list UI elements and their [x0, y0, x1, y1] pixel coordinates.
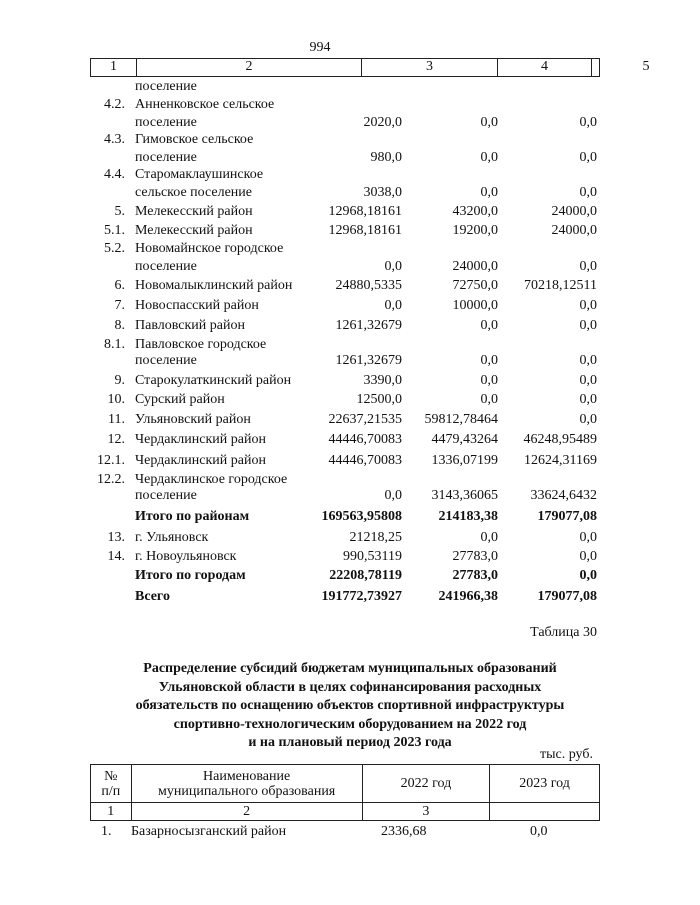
row-value-2023: 0,0: [579, 568, 597, 583]
row-value-2023: 0,0: [579, 259, 597, 274]
row-value-2022: 72750,0: [452, 278, 498, 293]
row-name: Гимовское сельское: [135, 132, 254, 147]
table1-header-col-4: 4: [497, 59, 591, 76]
row-name: Базарносызганский район: [131, 824, 287, 839]
row-num: 13.: [107, 530, 125, 545]
row-value-2021: 0,0: [384, 259, 402, 274]
table2-index-cell: 2: [131, 803, 362, 821]
row-value-2021: 990,53119: [343, 549, 402, 564]
row-name: Новомалыклинский район: [135, 278, 293, 293]
row-value-2023: 12624,31169: [524, 453, 597, 468]
header-text: муниципального образования: [157, 783, 336, 799]
row-value-2022: 0,0: [480, 392, 498, 407]
row-name: Итого по городам: [135, 568, 246, 583]
row-num: 4.2.: [104, 97, 125, 112]
row-num: 1.: [101, 824, 112, 839]
table1-header-col-3: 3: [361, 59, 497, 76]
row-value-2022: 0,0: [480, 530, 498, 545]
row-value-2021: 22637,21535: [328, 412, 402, 427]
row-value-2023: 24000,0: [551, 223, 597, 238]
row-name: Чердаклинское городское: [135, 472, 288, 487]
row-value-2022: 3143,36065: [431, 488, 498, 503]
row-value-2021: 3390,0: [363, 373, 402, 388]
table2-header-2022: 2022 год: [362, 765, 490, 803]
row-num: 11.: [108, 412, 125, 427]
row-name: Всего: [135, 589, 170, 604]
row-value-2022: 0,0: [480, 353, 498, 368]
table1-header-col-2: 2: [136, 59, 361, 76]
row-value-2022: 59812,78464: [424, 412, 498, 427]
row-name: сельское поселение: [135, 185, 252, 200]
row-value-2023: 70218,12511: [524, 278, 597, 293]
row-num: 9.: [114, 373, 125, 388]
row-value-2021: 12968,18161: [328, 204, 402, 219]
row-value-2021: 0,0: [384, 488, 402, 503]
row-value-2022: 0,0: [480, 150, 498, 165]
row-value-2023: 46248,95489: [523, 432, 597, 447]
row-value-2021: 21218,25: [349, 530, 402, 545]
row-name: Мелекесский район: [135, 223, 253, 238]
row-num: 4.4.: [104, 167, 125, 182]
row-value-2023: 179077,08: [537, 589, 597, 604]
row-value-2023: 0,0: [579, 318, 597, 333]
page-number: 994: [309, 40, 331, 55]
row-name: Старомаклаушинское: [135, 167, 264, 182]
row-value-2021: 980,0: [370, 150, 402, 165]
row-value-2022: 19200,0: [452, 223, 498, 238]
row-name: г. Ульяновск: [135, 530, 209, 545]
row-value-2021: 0,0: [384, 298, 402, 313]
header-text: п/п: [101, 783, 121, 799]
heading-line: обязательств по оснащению объектов спортивной инфраструктуры: [135, 698, 565, 713]
row-value-2023: 0,0: [579, 392, 597, 407]
row-num: 4.3.: [104, 132, 125, 147]
row-name: Новоспасский район: [135, 298, 259, 313]
row-value-2021: 12968,18161: [328, 223, 402, 238]
row-value-2021: 1261,32679: [335, 353, 402, 368]
row-value-2021: 24880,5335: [335, 278, 402, 293]
table1-header-col-1: 1: [110, 59, 117, 74]
row-num: 7.: [114, 298, 125, 313]
table2-index-cell: 1: [91, 803, 132, 821]
row-value-2021: 2020,0: [363, 115, 402, 130]
row-name: г. Новоульяновск: [135, 549, 237, 564]
row-name: поселение: [135, 150, 197, 165]
row-value-2022: 2336,68: [381, 824, 427, 839]
row-num: 14.: [107, 549, 125, 564]
row-value-2021: 44446,70083: [328, 432, 402, 447]
table2-index-cell: 3: [362, 803, 490, 821]
row-num: 10.: [107, 392, 125, 407]
row-value-2023: 0,0: [579, 115, 597, 130]
table2-index-cell: [490, 803, 600, 821]
row-value-2022: 27783,0: [452, 568, 498, 583]
row-num: 12.: [107, 432, 125, 447]
table1-header: [90, 58, 650, 77]
row-value-2021: 191772,73927: [321, 589, 402, 604]
row-name: Мелекесский район: [135, 204, 253, 219]
table1-header-col-5: 5: [591, 59, 700, 76]
row-name: Анненковское сельское: [135, 97, 275, 112]
heading-line: спортивно-технологическим оборудованием на 2022 год: [173, 716, 527, 732]
row-value-2023: 0,0: [579, 353, 597, 368]
header-text: Наименование: [203, 768, 291, 784]
row-value-2022: 214183,38: [438, 509, 498, 524]
row-value-2023: 0,0: [530, 824, 548, 839]
row-name: поселение: [135, 353, 197, 368]
row-name: поселение: [135, 79, 197, 94]
row-value-2023: 0,0: [579, 549, 597, 564]
table-heading: [95, 660, 605, 753]
row-value-2023: 0,0: [579, 185, 597, 200]
row-name: Итого по районам: [135, 509, 250, 524]
table2-header-2023: 2023 год: [490, 765, 600, 803]
row-num: 12.2.: [97, 472, 125, 487]
heading-line: и на плановый период 2023 года: [248, 735, 452, 750]
row-num: 5.1.: [104, 223, 125, 238]
row-value-2022: 241966,38: [438, 589, 498, 604]
row-value-2021: 22208,78119: [329, 568, 402, 583]
row-name: Новомайнское городское: [135, 241, 284, 256]
table2-header-num: [91, 765, 132, 803]
row-value-2021: 169563,95808: [321, 509, 402, 524]
row-value-2021: 44446,70083: [328, 453, 402, 468]
row-value-2022: 0,0: [480, 115, 498, 130]
row-name: Павловское городское: [135, 337, 267, 352]
row-value-2021: 1261,32679: [335, 318, 402, 333]
row-name: Сурский район: [135, 392, 225, 407]
row-num: 6.: [114, 278, 125, 293]
heading-line: Ульяновской области в целях софинансирования расходных: [158, 679, 542, 695]
row-value-2023: 33624,6432: [530, 488, 597, 503]
row-value-2022: 27783,0: [452, 549, 498, 564]
row-name: поселение: [135, 115, 197, 130]
row-num: 5.2.: [104, 241, 125, 256]
header-text: №: [104, 768, 118, 784]
row-value-2023: 0,0: [579, 412, 597, 427]
row-value-2021: 3038,0: [363, 185, 402, 200]
row-num: 8.1.: [104, 337, 125, 352]
row-name: поселение: [135, 259, 197, 274]
row-name: поселение: [135, 488, 197, 503]
row-value-2022: 0,0: [480, 318, 498, 333]
table-label: Таблица 30: [530, 625, 597, 640]
row-num: 12.1.: [97, 453, 125, 468]
row-value-2023: 0,0: [579, 530, 597, 545]
table2: [90, 764, 600, 821]
row-value-2022: 1336,07199: [431, 453, 498, 468]
row-name: Павловский район: [135, 318, 245, 333]
row-value-2022: 4479,43264: [431, 432, 498, 447]
heading-line: Распределение субсидий бюджетам муниципальных образований: [143, 661, 557, 676]
row-value-2022: 0,0: [480, 185, 498, 200]
row-value-2023: 179077,08: [537, 509, 597, 524]
row-name: Чердаклинский район: [135, 453, 266, 468]
row-value-2022: 10000,0: [452, 298, 498, 313]
row-value-2023: 24000,0: [551, 204, 597, 219]
row-value-2023: 0,0: [579, 150, 597, 165]
row-value-2023: 0,0: [579, 373, 597, 388]
row-value-2022: 0,0: [480, 373, 498, 388]
table2-header-name: [131, 765, 362, 803]
units-label: тыс. руб.: [540, 747, 593, 762]
row-value-2023: 0,0: [579, 298, 597, 313]
row-value-2022: 24000,0: [452, 259, 498, 274]
row-value-2021: 12500,0: [356, 392, 402, 407]
row-value-2022: 43200,0: [452, 204, 498, 219]
row-num: 5.: [114, 204, 125, 219]
row-num: 8.: [114, 318, 125, 333]
row-name: Старокулаткинский район: [135, 373, 292, 388]
row-name: Чердаклинский район: [135, 432, 266, 447]
row-name: Ульяновский район: [135, 412, 251, 427]
